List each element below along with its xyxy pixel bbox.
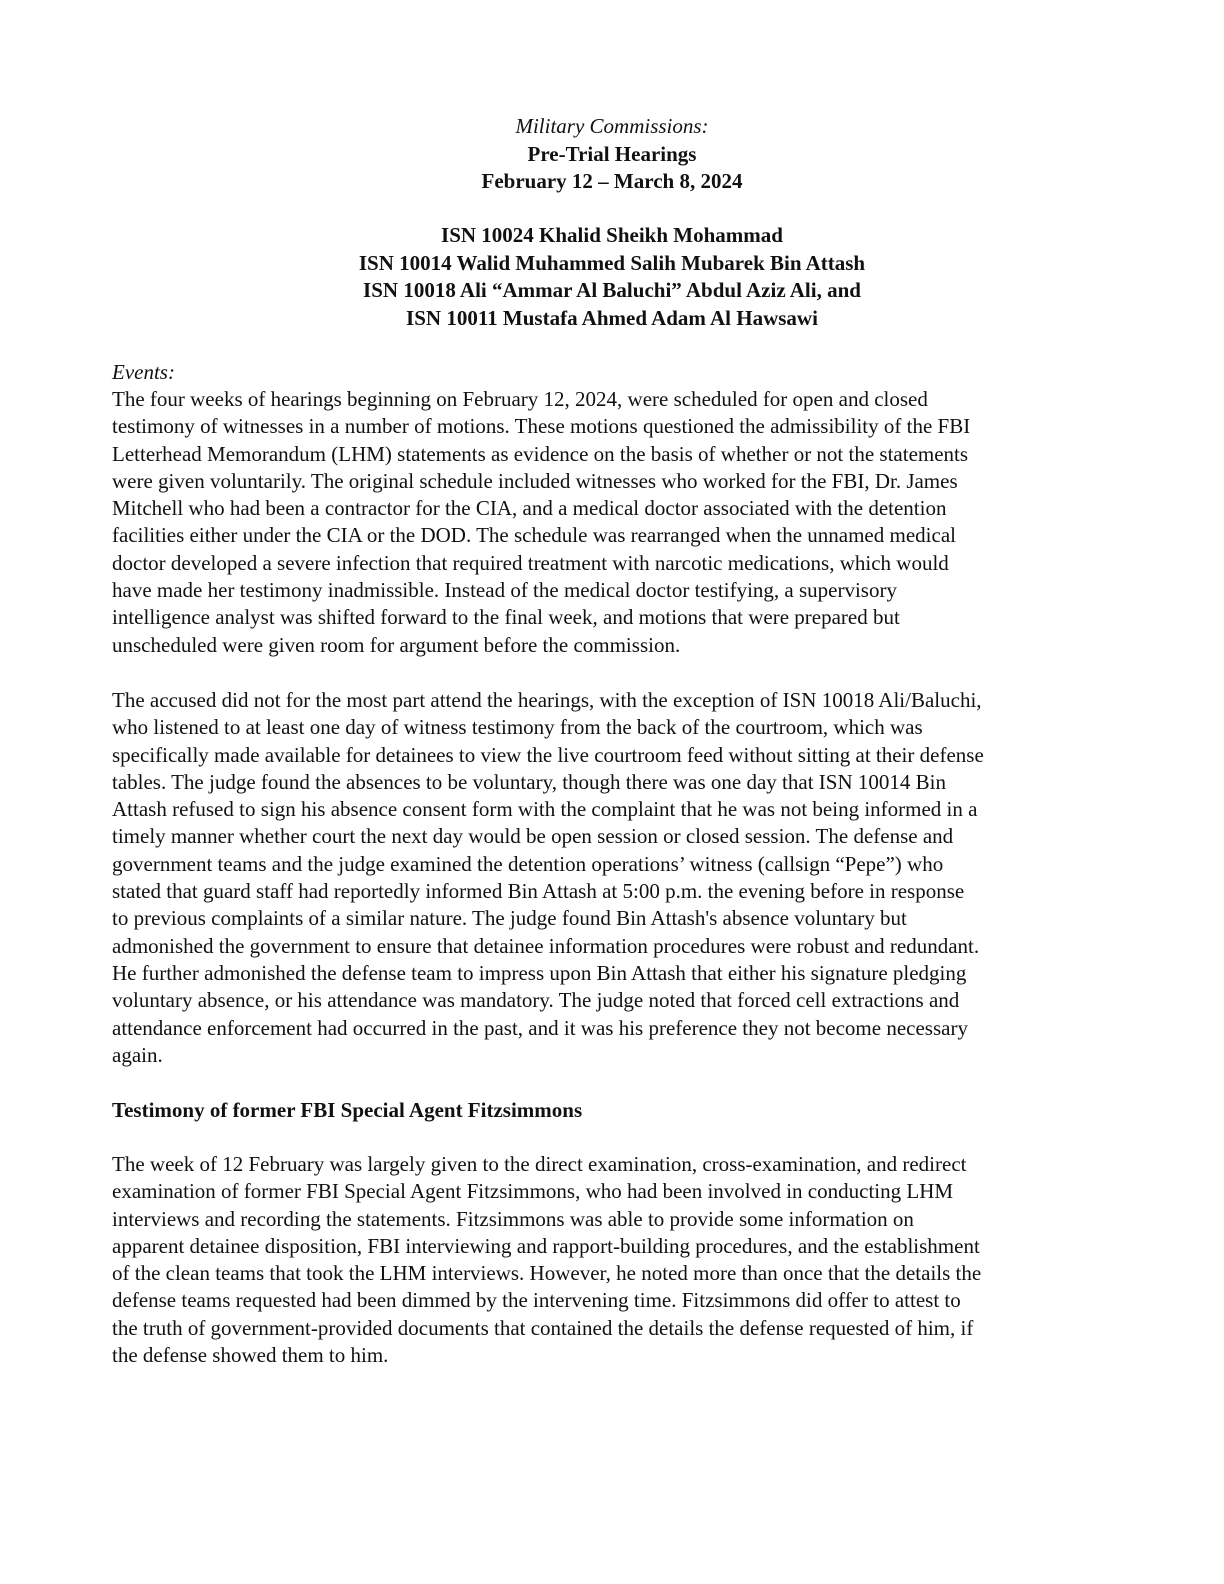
events-label: Events: (112, 360, 175, 384)
header-title: Military Commissions: (515, 114, 709, 138)
text-line: unscheduled were given room for argument before the commission. (112, 632, 681, 657)
text-line: facilities either under the CIA or the DOD. The schedule was rearranged when the unnamed medical (112, 523, 956, 548)
accused-name: ISN 10014 Walid Muhammed Salih Mubarek Bin Attash (358, 250, 866, 275)
text-line: government teams and the judge examined the detention operations’ witness (callsign “Pepe”) who (112, 851, 944, 876)
text-line: who listened to at least one day of witness testimony from the back of the courtroom, which was (112, 715, 923, 740)
accused-name: ISN 10011 Mustafa Ahmed Adam Al Hawsawi (406, 305, 818, 330)
text-line: Letterhead Memorandum (LHM) statements as evidence on the basis of whether or not the statements (112, 441, 969, 466)
text-line: timely manner whether court the next day would be open session or closed session. The defense and (112, 824, 954, 849)
text-line: The week of 12 February was largely given to the direct examination, cross-examination, and redirect (112, 1152, 967, 1176)
text-line: testimony of witnesses in a number of motions. These motions questioned the admissibility of the FBI (112, 414, 971, 439)
text-line: The accused did not for the most part attend the hearings, with the exception of ISN 10018 Ali/Baluchi, (112, 688, 982, 712)
text-line: Mitchell who had been a contractor for the CIA, and a medical doctor associated with the detention (112, 496, 947, 521)
paragraph-events (112, 386, 1112, 659)
text-line: were given voluntarily. The original schedule included witnesses who worked for the FBI, Dr. James (112, 468, 958, 493)
text-line: again. (112, 1042, 163, 1067)
text-line: examination of former FBI Special Agent Fitzsimmons, who had been involved in conducting LHM (112, 1179, 954, 1204)
header-date-range: February 12 – March 8, 2024 (481, 169, 743, 193)
text-line: interviews and recording the statements. Fitzsimmons was able to provide some information on (112, 1206, 914, 1231)
text-line: intelligence analyst was shifted forward to the final week, and motions that were prepared but (112, 605, 900, 630)
text-line: admonished the government to ensure that detainee information procedures were robust and redundant. (112, 933, 980, 958)
text-line: The four weeks of hearings beginning on February 12, 2024, were scheduled for open and closed (112, 387, 928, 411)
text-line: of the clean teams that took the LHM interviews. However, he noted more than once that the details the (112, 1261, 982, 1286)
text-line: defense teams requested had been dimmed by the intervening time. Fitzsimmons did offer to attest to (112, 1288, 961, 1313)
text-line: apparent detainee disposition, FBI interviewing and rapport-building procedures, and the establishment (112, 1233, 980, 1258)
header-subtitle: Pre-Trial Hearings (527, 141, 697, 166)
text-line: have made her testimony inadmissible. Instead of the medical doctor testifying, a supervisory (112, 578, 897, 603)
text-line: Attash refused to sign his absence consent form with the complaint that he was not being informed in a (112, 797, 978, 822)
text-line: stated that guard staff had reportedly informed Bin Attash at 5:00 p.m. the evening before in response (112, 879, 965, 904)
text-line: doctor developed a severe infection that required treatment with narcotic medications, which would (112, 550, 949, 575)
paragraph-fitzsimmons (112, 1151, 1112, 1369)
accused-list (0, 222, 1224, 332)
text-line: voluntary absence, or his attendance was mandatory. The judge noted that forced cell extractions and (112, 988, 960, 1013)
text-line: the defense showed them to him. (112, 1343, 389, 1368)
text-line: attendance enforcement had occurred in the past, and it was his preference they not become necessary (112, 1015, 968, 1040)
paragraph-attendance (112, 687, 1112, 1069)
text-line: tables. The judge found the absences to be voluntary, though there was one day that ISN 10014 Bin (112, 769, 946, 794)
accused-name: ISN 10018 Ali “Ammar Al Baluchi” Abdul Aziz Ali, and (363, 278, 861, 302)
text-line: specifically made available for detainees to view the live courtroom feed without sitting at their defense (112, 742, 984, 767)
document-header (0, 113, 1224, 196)
text-line: the truth of government-provided documents that contained the details the defense requested of him, if (112, 1315, 974, 1340)
text-line: He further admonished the defense team to impress upon Bin Attash that either his signature pledging (112, 960, 967, 985)
accused-name: ISN 10024 Khalid Sheikh Mohammad (441, 223, 783, 247)
section-heading: Testimony of former FBI Special Agent Fitzsimmons (112, 1098, 583, 1122)
text-line: to previous complaints of a similar nature. The judge found Bin Attash's absence voluntary but (112, 906, 907, 931)
